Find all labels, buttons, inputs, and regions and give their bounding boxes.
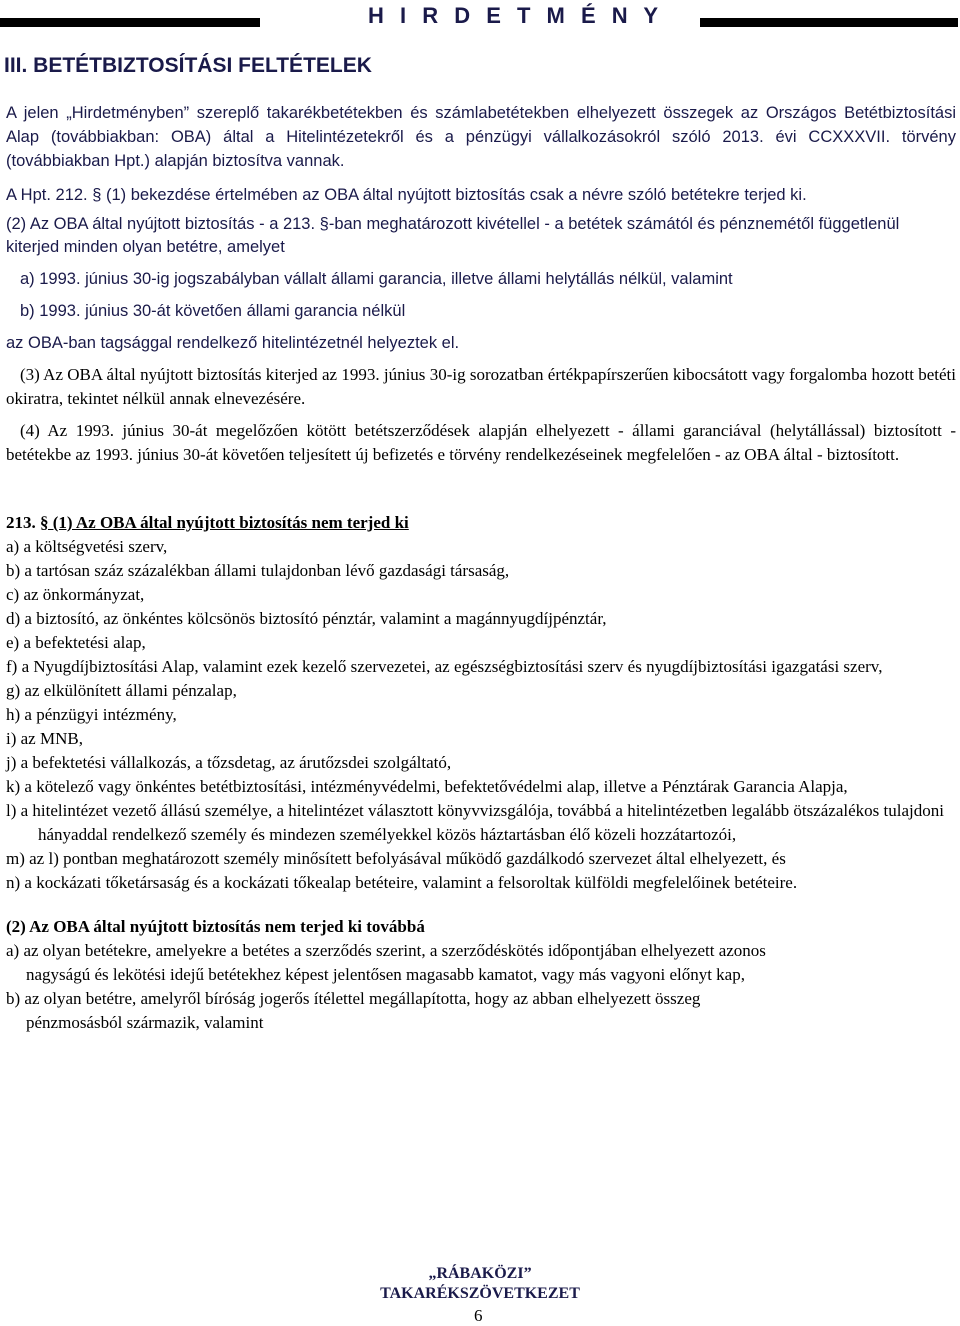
document-body [6, 101, 956, 1035]
document-title: H I R D E T M É N Y [368, 3, 664, 28]
s213-paragraph-2-point-b: b) az olyan betétre, amelyről bíróság jogerős ítélettel megállapította, hogy az abban elhelyezett összeg pénzmosásból származik, valamint [6, 989, 701, 1032]
s213-item-k: k) a kötelező vagy önkéntes betétbiztosítási, intézményvédelmi, befektetővédelmi alap, illetve a Pénztárak Garancia Alapja, [6, 777, 848, 796]
s212-point-b: b) 1993. június 30-át követően állami garancia nélkül [20, 302, 406, 320]
s212-paragraph-4: (3) Az OBA által nyújtott biztosítás kiterjed az 1993. június 30-ig sorozatban értékpapírszerűen kibocsátott vagy forgalomba hozott betéti okiratra, tekintet nélkül annak elnevezésére. [6, 365, 956, 408]
s213-item-i: i) az MNB, [6, 729, 83, 748]
footer-line-1: „RÁBAKÖZI” [428, 1265, 532, 1282]
section-title: III. BETÉTBIZTOSÍTÁSI FELTÉTELEK [4, 54, 372, 77]
s212-point-a: a) 1993. június 30-ig jogszabályban vállalt állami garancia, illetve állami helytállás nélkül, valamint [20, 270, 733, 288]
s213-item-m: m) az l) pontban meghatározott személy minősített befolyásával működő gazdálkodó szervezet által elhelyezett, és [6, 849, 786, 868]
s213-item-d: d) a biztosító, az önkéntes kölcsönös biztosító pénztár, valamint a magánnyugdíjpénztár, [6, 609, 607, 628]
page-number: 6 [474, 1306, 483, 1325]
s212-paragraph-3: az OBA-ban tagsággal rendelkező hitelintézetnél helyeztek el. [6, 334, 460, 352]
footer-line-2: TAKARÉKSZÖVETKEZET [380, 1285, 580, 1302]
s213-item-e: e) a befektetési alap, [6, 633, 146, 652]
s213-item-l: l) a hitelintézet vezető állású személye, a hitelintézet választott könyvvizsgálója, továbbá a hitelintézetben legalább ötszázalékos tulajdoni hányaddal rendelkező személy és mindezen személyekkel közös háztartásban élő közeli hozzátartozói, [6, 801, 944, 844]
s213-paragraph-2-point-a: a) az olyan betétekre, amelyekre a betétes a szerződés szerint, a szerződéskötés időpontjában elhelyezett azonos nagyságú és lekötési idejű betétekhez képest jelentősen magasabb kamatot, vagy más vagyoni előnyt kap, [6, 941, 766, 984]
header-rule-right [700, 18, 958, 27]
s213-item-b: b) a tartósan száz százalékban állami tulajdonban lévő gazdasági társaság, [6, 561, 510, 580]
s212-paragraph-1: A Hpt. 212. § (1) bekezdése értelmében az OBA által nyújtott biztosítás csak a névre szóló betétekre terjed ki. [6, 186, 807, 204]
s213-item-n: n) a kockázati tőketársaság és a kockázati tőkealap betéteire, valamint a felsoroltak külföldi megfelelőinek betéteire. [6, 873, 798, 892]
s213-heading-text: § (1) Az OBA által nyújtott biztosítás nem terjed ki [40, 513, 409, 532]
s213-heading [6, 511, 956, 535]
header-rule-left [0, 18, 260, 27]
footer-institution [300, 1264, 660, 1304]
s213-item-h: h) a pénzügyi intézmény, [6, 705, 177, 724]
s213-item-g: g) az elkülönített állami pénzalap, [6, 681, 237, 700]
intro-paragraph: A jelen „Hirdetményben” szereplő takarékbetétekben és számlabetétekben elhelyezett összegek az Országos Betétbiztosítási Alap (továbbiakban: OBA) által a Hitelintézetekről és a pénzügyi vállalkozásokról szóló 2013. évi CCXXXVII. törvény (továbbiakban Hpt.) alapján biztosítva vannak. [6, 104, 956, 170]
s213-item-a: a) a költségvetési szerv, [6, 537, 168, 556]
s213-item-f: f) a Nyugdíjbiztosítási Alap, valamint ezek kezelő szervezetei, az egészségbiztosítási szerv és nyugdíjbiztosítási igazgatási szerv, [6, 657, 883, 676]
s212-paragraph-2: (2) Az OBA által nyújtott biztosítás - a 213. §-ban meghatározott kivétellel - a betétek számától és pénznemétől függetlenül kiterjed minden olyan betétre, amelyet [6, 215, 900, 256]
s213-heading-number: 213. [6, 513, 36, 532]
s213-paragraph-2-heading: (2) Az OBA által nyújtott biztosítás nem terjed ki továbbá [6, 917, 425, 936]
s212-paragraph-5: (4) Az 1993. június 30-át megelőzően kötött betétszerződések alapján elhelyezett - állami garanciával (helytállással) biztosított - betétekbe az 1993. június 30-át követően teljesített új befizetés e törvény rendelkezéseinek megfelelően - az OBA által - biztosított. [6, 421, 956, 464]
s213-item-c: c) az önkormányzat, [6, 585, 145, 604]
s213-item-j: j) a befektetési vállalkozás, a tőzsdetag, az árutőzsdei szolgáltató, [6, 753, 452, 772]
